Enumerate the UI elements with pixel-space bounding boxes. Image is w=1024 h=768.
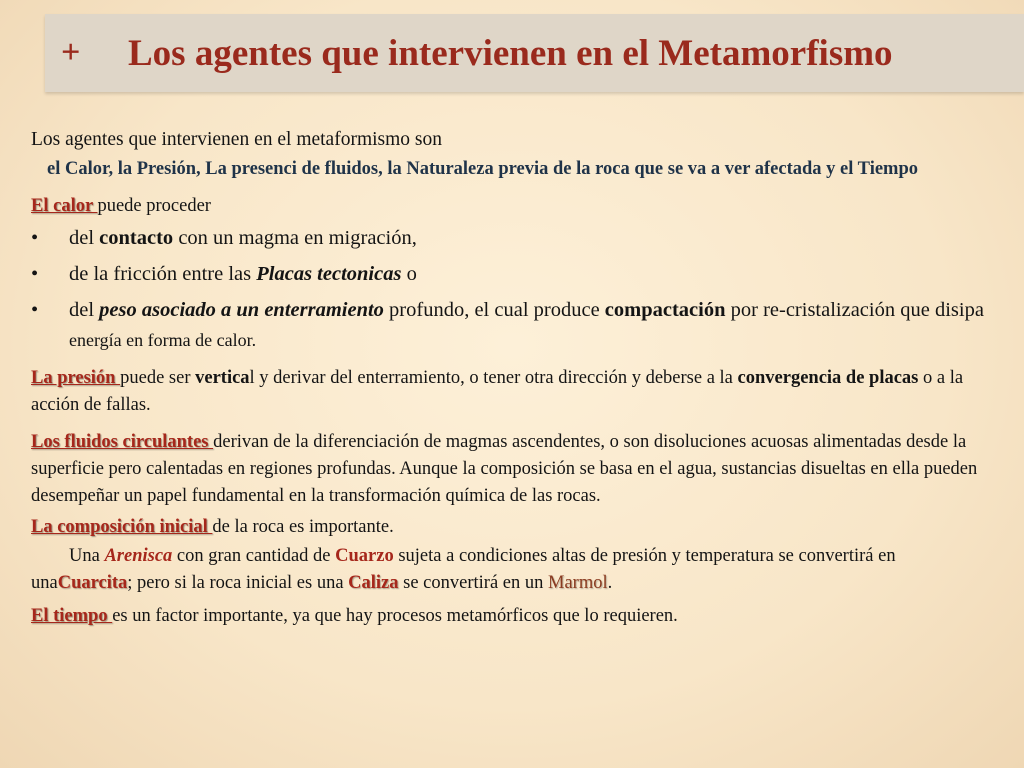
arenisca-text: .: [607, 573, 613, 593]
calor-text: puede proceder: [97, 196, 211, 216]
arenisca-paragraph: [31, 543, 996, 597]
bullet-icon: •: [31, 263, 39, 285]
bullet-bold: compactación: [604, 299, 726, 321]
presion-bold: convergencia de placas: [737, 368, 919, 388]
bullet-text: o: [401, 263, 417, 285]
bullet-bold-italic: peso asociado a un enterramiento: [99, 299, 384, 321]
intro-line: Los agentes que intervienen en el metaformismo son: [31, 129, 443, 150]
slide-body: [31, 126, 996, 630]
cuarzo-term: Cuarzo: [335, 546, 394, 566]
presion-text: o a la acción de fallas.: [31, 368, 964, 415]
tiempo-paragraph: [31, 603, 996, 630]
bullet-text: con un magma en migración,: [173, 227, 417, 249]
list-item: [31, 223, 996, 253]
bullet-text: del: [69, 227, 100, 249]
fluidos-heading: Los fluidos circulantes: [31, 432, 214, 452]
presion-paragraph: [31, 365, 996, 419]
tiempo-heading: El tiempo: [31, 606, 113, 626]
caliza-term: Caliza: [348, 573, 399, 593]
bullet-text-small: energía en forma de calor.: [69, 330, 257, 350]
arenisca-text: se convertirá en un: [398, 573, 548, 593]
list-item: [31, 259, 996, 289]
list-item: [31, 295, 996, 355]
tiempo-text: es un factor importante, ya que hay procesos metamórficos que lo requieren.: [112, 606, 678, 626]
title-bullet: +: [61, 34, 81, 71]
composicion-paragraph: [31, 514, 996, 541]
bullet-bold: contacto: [99, 227, 174, 249]
slide-title: Los agentes que intervienen en el Metamorfismo: [128, 33, 893, 74]
calor-heading: El calor: [31, 196, 98, 216]
composicion-text: de la roca es importante.: [212, 517, 394, 537]
arenisca-text: sujeta a condiciones altas de presión y temperatura se convertirá en una: [31, 546, 896, 593]
presion-text: l y derivar del enterramiento, o tener otra dirección y deberse a la: [249, 368, 738, 388]
bullet-text: profundo, el cual produce: [383, 299, 605, 321]
bullet-bold-italic: Placas tectonicas: [256, 263, 402, 285]
presion-text: puede ser: [120, 368, 196, 388]
calor-bullet-list: [31, 223, 996, 355]
presion-bold: vertica: [195, 368, 250, 388]
bullet-text: por re-cristalización que disipa: [725, 299, 984, 321]
presion-heading: La presión: [31, 368, 121, 388]
arenisca-text: ; pero si la roca inicial es una: [127, 573, 349, 593]
cuarcita-term: Cuarcita: [57, 573, 128, 593]
bullet-icon: •: [31, 299, 39, 321]
calor-paragraph: [31, 193, 996, 219]
bullet-icon: •: [31, 227, 39, 249]
agents-list: el Calor, la Presión, La presenci de fluidos, la Naturaleza previa de la roca que se va a ver afectada y el Tiempo: [47, 159, 918, 179]
bullet-text: de la fricción entre las: [69, 263, 257, 285]
bullet-text: del: [69, 299, 100, 321]
marmol-term: Marmol: [548, 573, 608, 593]
fluidos-text: derivan de la diferenciación de magmas ascendentes, o son disoluciones acuosas alimentadas desde la superficie pero calentadas en regiones profundas. Aunque la composición se basa en el agua, sustancias disueltas en ella pueden desempeñar un papel fundamental en la transformación química de las rocas.: [31, 432, 978, 506]
arenisca-term: Arenisca: [104, 546, 173, 566]
arenisca-text: con gran cantidad de: [172, 546, 336, 566]
fluidos-paragraph: [31, 429, 996, 510]
arenisca-text: Una: [69, 546, 105, 566]
composicion-heading: La composición inicial: [31, 517, 213, 537]
